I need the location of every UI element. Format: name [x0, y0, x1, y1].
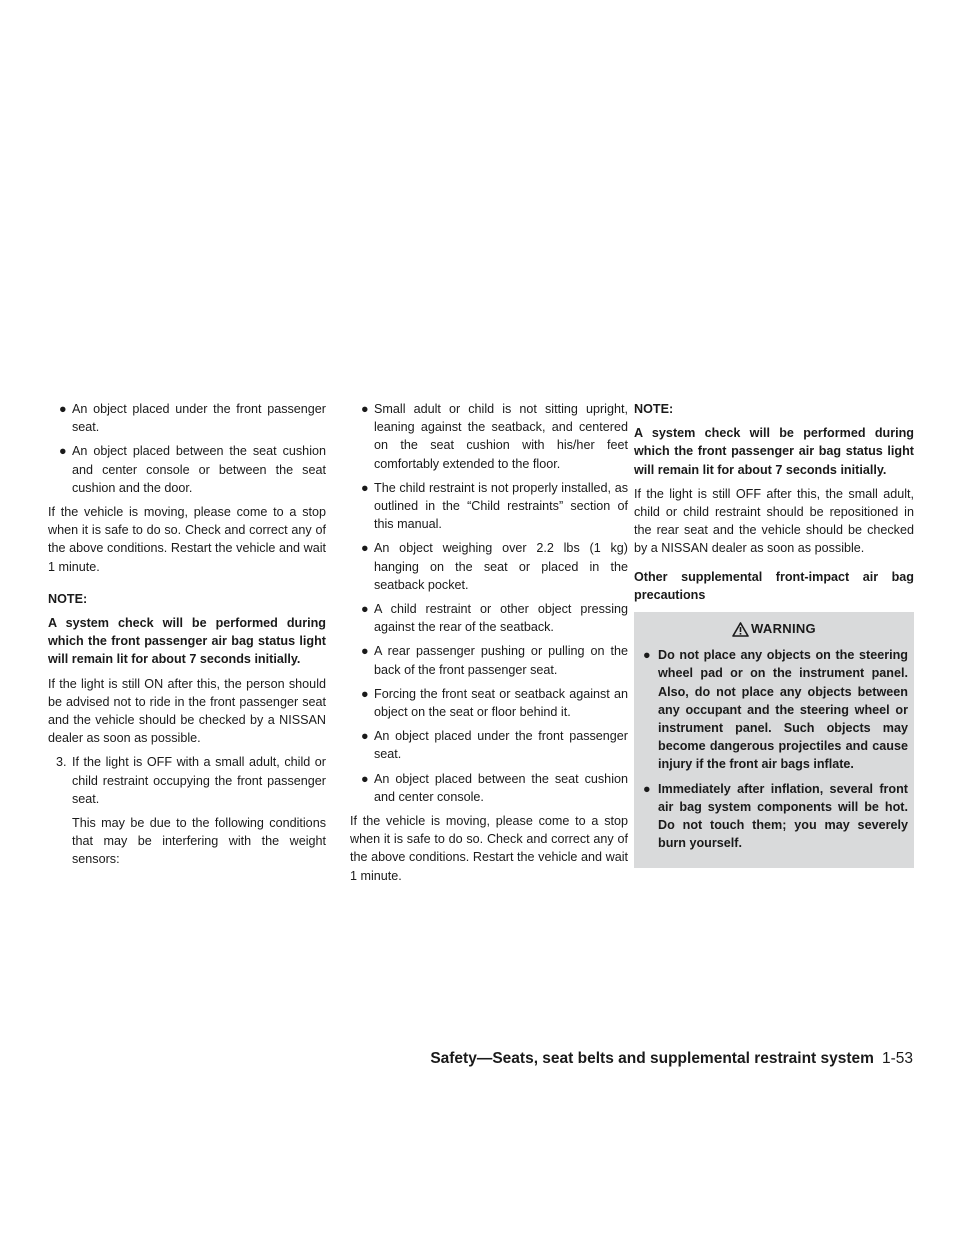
bullet-icon: ● [59, 444, 67, 459]
numbered-item-3: 3. If the light is OFF with a small adult, child or child restraint occupying the front passenger seat. [56, 755, 326, 806]
list-item: ● The child restraint is not properly installed, as outlined in the “Child restraints” section of this manual. [361, 480, 628, 532]
warning-item: ● Immediately after inflation, several front air bag system components will be hot. Do not touch them; you may severely burn yourself. [643, 781, 908, 851]
note-text: A system check will be performed during which the front passenger air bag status light will remain lit for about 7 seconds initially. [48, 616, 326, 667]
note-label: NOTE: [48, 591, 88, 606]
item-number: 3. [56, 755, 67, 770]
page-footer [428, 1050, 913, 1068]
bullet-icon: ● [361, 602, 369, 617]
bullet-icon: ● [361, 686, 369, 701]
footer-section-title: Safety—Seats, seat belts and supplemental restraint system [430, 1050, 874, 1067]
bullet-icon: ● [361, 541, 369, 556]
warning-triangle-icon [732, 622, 749, 637]
section-heading: Other supplemental front-impact air bag precautions [634, 569, 914, 602]
warning-item: ● Do not place any objects on the steering wheel pad or on the instrument panel. Also, do not place any objects between any occupant and the steering wheel or instrument panel. Such objects may become dangerous projectiles and cause injury if the front air bags inflate. [643, 648, 908, 772]
bullet-icon: ● [59, 402, 67, 416]
list-item: ● Small adult or child is not sitting upright, leaning against the seatback, and centered on the seat cushion with his/her feet comfortably extended to the floor. [361, 402, 628, 471]
column-2 [350, 400, 628, 891]
note-text: A system check will be performed during which the front passenger air bag status light will remain lit for about 7 seconds initially. [634, 426, 914, 477]
bullet-icon: ● [361, 402, 369, 416]
bullet-icon: ● [361, 480, 369, 495]
bullet-icon: ● [643, 781, 651, 796]
numbered-item-3-detail: This may be due to the following conditions that may be interfering with the weight sensors: [72, 816, 326, 867]
list-item: ● A child restraint or other object pressing against the rear of the seatback. [361, 602, 628, 635]
list-item: ● An object weighing over 2.2 lbs (1 kg) hanging on the seat or placed in the seatback pocket. [361, 541, 628, 592]
warning-box [634, 612, 914, 868]
list-item: ● An object placed under the front passenger seat. [361, 729, 628, 762]
list-item: ● Forcing the front seat or seatback against an object on the seat or floor behind it. [361, 686, 628, 720]
list-item: ● An object placed under the front passenger seat. [59, 402, 326, 435]
paragraph-light-on: If the light is still ON after this, the person should be advised not to ride in the front passenger seat and the vehicle should be checked by a NISSAN dealer as soon as possible. [48, 676, 326, 746]
warning-title: WARNING [640, 620, 908, 638]
page-number: 1-53 [881, 1050, 913, 1067]
column-3 [634, 400, 914, 868]
note-label: NOTE: [634, 402, 674, 416]
paragraph-light-off: If the light is still OFF after this, the small adult, child or child restraint should be repositioned in the rear seat and the vehicle should be checked by a NISSAN dealer as soon as possible. [634, 486, 914, 556]
list-item: ● An object placed between the seat cushion and center console or between the seat cushion and the door. [59, 444, 326, 495]
paragraph-moving: If the vehicle is moving, please come to a stop when it is safe to do so. Check and correct any of the above conditions. Restart the vehicle and wait 1 minute. [350, 814, 628, 883]
bullet-icon: ● [643, 648, 651, 663]
column-1 [48, 400, 326, 875]
bullet-icon: ● [361, 644, 369, 659]
list-item: ● An object placed between the seat cushion and center console. [361, 771, 628, 804]
paragraph-moving: If the vehicle is moving, please come to a stop when it is safe to do so. Check and correct any of the above conditions. Restart the vehicle and wait 1 minute. [48, 505, 326, 574]
bullet-icon: ● [361, 771, 369, 786]
bullet-icon: ● [361, 729, 369, 744]
list-item: ● A rear passenger pushing or pulling on the back of the front passenger seat. [361, 644, 628, 677]
